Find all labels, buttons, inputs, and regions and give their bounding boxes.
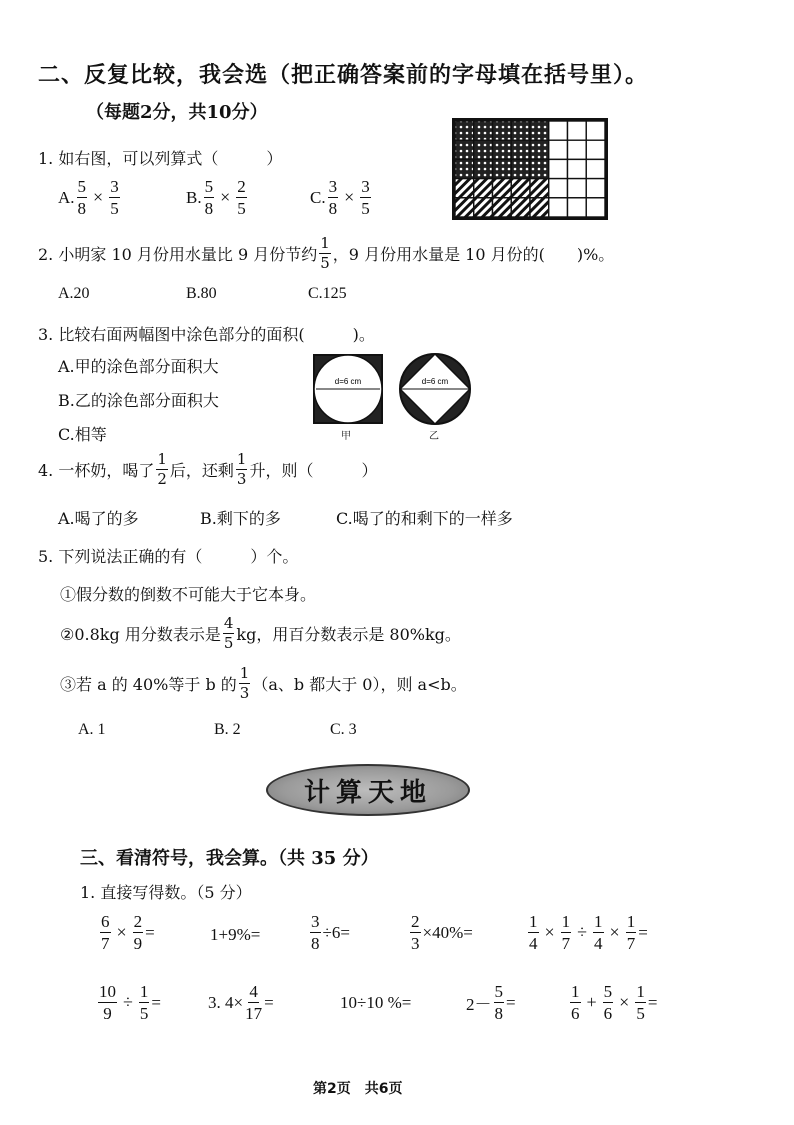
- calc-expr: $\frac{1}{4}$ × $\frac{1}{7}$ ÷ $\frac{1}{4}$ × $\frac{1}{7}$ =: [529, 912, 648, 953]
- grid-cell: [530, 159, 549, 178]
- grid-cell: [455, 140, 474, 159]
- grid-cell: [455, 179, 474, 198]
- grid-cell: [586, 121, 605, 140]
- fraction: $\frac{3}{5}$: [110, 177, 119, 218]
- question-4-text: [38, 452, 377, 487]
- q2-text-a: 2. 小明家 10 月份用水量比 9 月份节约: [38, 245, 318, 264]
- s2-text-b: kg，用百分数表示是 80%kg。: [236, 625, 461, 644]
- q4-text-b: 后，还剩: [169, 461, 234, 480]
- fraction: $\frac{5}{8}$: [77, 177, 87, 218]
- fraction: 1 3: [239, 664, 250, 702]
- q5-option-c: C. 3: [330, 721, 357, 738]
- fraction: $\frac{3}{5}$: [361, 177, 370, 218]
- page-footer: 第2页 共6页: [313, 1081, 403, 1097]
- s3-text-b: （a、b 都大于 0），则 a<b。: [252, 675, 467, 694]
- caption-yi: 乙: [429, 431, 439, 442]
- fraction: $\frac{3}{8}$: [328, 177, 338, 218]
- fraction: $\frac{5}{8}$: [204, 177, 214, 218]
- question-3-text: 3. 比较右面两幅图中涂色部分的面积( )。: [38, 325, 375, 344]
- grid-cell: [568, 140, 587, 159]
- diameter-label: d=6 cm: [421, 377, 449, 386]
- calc-expr: $\frac{2}{3}$ ×40%=: [411, 912, 473, 953]
- q4-option-a: A.喝了的多: [58, 509, 139, 528]
- grid-cell: [568, 198, 587, 217]
- calc-expr: 1 6 + $\frac{5}{6}$ × $\frac{1}{5}$ =: [571, 982, 658, 1023]
- grid-figure: [452, 118, 608, 220]
- grid-cell: [530, 121, 549, 140]
- q2-option-c: C.125: [308, 285, 347, 302]
- q2-option-a: A.20: [58, 285, 90, 302]
- q2-text-b: ，9 月份用水量是 10 月份的( )%。: [332, 245, 615, 264]
- grid-cell: [474, 198, 493, 217]
- q5-option-b: B. 2: [214, 721, 241, 738]
- grid-cell: [493, 121, 512, 140]
- q4-option-b: B.剩下的多: [200, 509, 281, 528]
- grid-cell: [493, 179, 512, 198]
- section-3-subtitle: 1. 直接写得数。（5 分）: [80, 883, 252, 902]
- calc-expr: 10÷10 %=: [340, 993, 412, 1012]
- grid-cell: [568, 121, 587, 140]
- q1-option-b: B. $\frac{5}{8}$ × $\frac{2}{5}$: [186, 177, 246, 218]
- grid-cell: [530, 140, 549, 159]
- calc-expr: 2－ $\frac{5}{8}$ =: [466, 982, 516, 1023]
- s3-text-a: ③若 a 的 40%等于 b 的: [60, 675, 237, 694]
- s2-text-a: ②0.8kg 用分数表示是: [60, 625, 221, 644]
- fraction: $\frac{2}{5}$: [237, 177, 246, 218]
- q3-option-b: B.乙的涂色部分面积大: [58, 391, 219, 410]
- grid-cell: [455, 159, 474, 178]
- grid-cell: [511, 140, 530, 159]
- grid-cell: [455, 121, 474, 140]
- statement-3: [60, 666, 467, 701]
- figure-yi: [398, 352, 472, 426]
- question-1-text: 1. 如右图，可以列算式（ ）: [38, 149, 283, 168]
- option-label: B.: [186, 187, 202, 207]
- question-2-text: [38, 236, 614, 271]
- grid-cell: [568, 159, 587, 178]
- diameter-label: d=6 cm: [334, 377, 362, 386]
- fraction: 1 2: [157, 450, 167, 488]
- option-label: C.: [310, 187, 326, 207]
- section-3-title: 三、看清符号，我会算。（共 35 分）: [80, 848, 379, 869]
- grid-cell: [511, 179, 530, 198]
- grid-cells: [455, 121, 605, 217]
- grid-cell: [586, 179, 605, 198]
- q1-option-c: C. $\frac{3}{8}$ × $\frac{3}{5}$: [310, 177, 370, 218]
- grid-cell: [586, 198, 605, 217]
- grid-cell: [474, 140, 493, 159]
- grid-cell: [586, 159, 605, 178]
- grid-cell: [568, 179, 587, 198]
- grid-cell: [493, 140, 512, 159]
- q3-option-a: A.甲的涂色部分面积大: [58, 357, 219, 376]
- grid-cell: [549, 198, 568, 217]
- question-5-text: 5. 下列说法正确的有（ ）个。: [38, 547, 299, 566]
- grid-cell: [493, 198, 512, 217]
- grid-cell: [530, 179, 549, 198]
- statement-2: [60, 616, 461, 651]
- calc-expr: 3. 4× $\frac{4}{17}$ =: [208, 982, 274, 1023]
- grid-cell: [474, 159, 493, 178]
- section-banner: [266, 764, 470, 816]
- grid-cell: [493, 159, 512, 178]
- grid-cell: [530, 198, 549, 217]
- q4-text-c: 升，则（ ）: [249, 461, 378, 480]
- fraction: 1 5: [320, 234, 330, 272]
- q5-option-a: A. 1: [78, 721, 106, 738]
- q3-option-c: C.相等: [58, 425, 107, 444]
- statement-1: ①假分数的倒数不可能大于它本身。: [60, 585, 317, 604]
- grid-cell: [474, 121, 493, 140]
- fraction: 1 3: [236, 450, 247, 488]
- caption-jia: 甲: [341, 431, 351, 442]
- grid-cell: [511, 121, 530, 140]
- calc-expr: 1+9%=: [210, 925, 261, 944]
- grid-cell: [511, 159, 530, 178]
- grid-cell: [549, 140, 568, 159]
- section-title: 二、反复比较，我会选（把正确答案前的字母填在括号里）。: [38, 62, 649, 88]
- calc-expr: $\frac{10}{9}$ ÷ $\frac{1}{5}$ =: [99, 982, 161, 1023]
- q2-option-b: B.80: [186, 285, 217, 302]
- q1-option-a: A. $\frac{5}{8}$ × $\frac{3}{5}$: [58, 177, 119, 218]
- grid-cell: [586, 140, 605, 159]
- grid-cell: [549, 179, 568, 198]
- grid-cell: [455, 198, 474, 217]
- fraction: 4 5: [223, 614, 234, 652]
- option-label: A.: [58, 187, 75, 207]
- grid-cell: [549, 159, 568, 178]
- q4-option-c: C.喝了的和剩下的一样多: [336, 509, 513, 528]
- calc-expr: $\frac{3}{8}$ ÷6=: [311, 912, 350, 953]
- grid-cell: [474, 179, 493, 198]
- q4-text-a: 4. 一杯奶，喝了: [38, 461, 155, 480]
- banner-text: 计算天地: [303, 777, 432, 808]
- section-score: （每题2分，共10分）: [86, 102, 268, 123]
- grid-cell: [511, 198, 530, 217]
- figure-jia: [312, 353, 384, 425]
- grid-cell: [549, 121, 568, 140]
- calc-expr: $\frac{6}{7}$ × $\frac{2}{9}$ =: [101, 912, 155, 953]
